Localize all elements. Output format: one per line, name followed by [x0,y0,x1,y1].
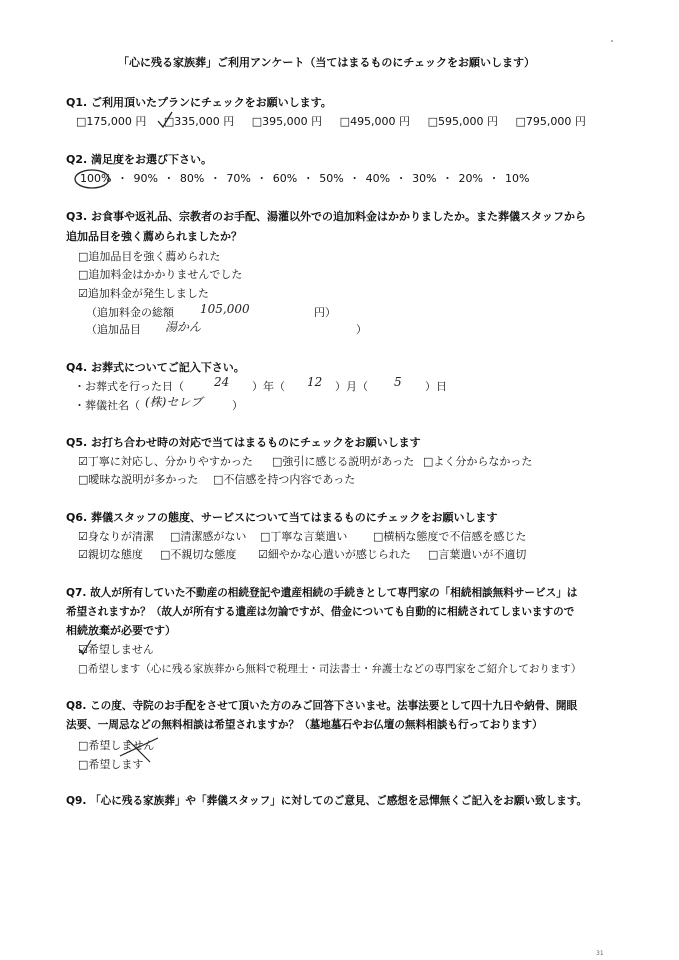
q6-option-not-clean[interactable]: □清潔感がない [170,530,247,543]
q4-day-value[interactable]: 5 [394,375,402,389]
q6-option-attentive[interactable]: ☑細やかな心遣いが感じられた [258,548,411,561]
q8-question-line1: Q8. この度、寺院のお手配をさせて頂いた方のみご回答下さいませ。法事法要として四十九日や納骨、開眼 [66,700,578,712]
q3-item-label: （追加品目 [86,323,141,336]
stray-dot [611,40,613,42]
q4-company-close: ） [232,399,243,412]
q8-option-wanted[interactable]: □希望します [78,758,144,771]
q1-option-175000[interactable]: □175,000 円 [76,115,147,128]
q3-amount-value[interactable]: 105,000 [200,302,250,316]
q3-amount-unit: 円） [314,306,336,319]
q2-scale[interactable]: 100% ・ 90% ・ 80% ・ 70% ・ 60% ・ 50% ・ 40% ・ 30% ・ 20% ・ 10% [80,172,530,185]
q1-option-495000[interactable]: □495,000 円 [339,115,411,128]
q6-question: Q6. 葬儀スタッフの態度、サービスについて当てはまるものにチェックをお願いします [66,511,498,524]
q6-option-unkind[interactable]: □不親切な態度 [160,548,237,561]
q1-option-595000[interactable]: □595,000 円 [427,115,498,128]
q3-question-line1: Q3. お食事や返礼品、宗教者のお手配、湯灌以外での追加料金はかかりましたか。また葬儀スタッフから [66,210,587,223]
q1-option-335000[interactable]: □335,000 円 [163,115,235,128]
q3-option-strongly-recommended[interactable]: □追加品目を強く薦められた [78,250,221,263]
q4-month-label: ）月（ [335,380,368,393]
q3-amount-label: （追加料金の総額 [86,306,174,319]
q4-month-value[interactable]: 12 [307,375,323,389]
q1-question: Q1. ご利用頂いたプランにチェックをお願いします。 [66,96,332,109]
q4-year-value[interactable]: 24 [214,375,230,389]
q7-question-line2: 希望されますか？（故人が所有する遺産は勿論ですが、借金についても自動的に相続されてしまいますので [66,606,575,618]
q4-day-label: ）日 [425,380,447,393]
page-number: 31 [596,950,604,957]
q4-question: Q4. お葬式についてご記入下さい。 [66,361,245,374]
q4-company-label: ・葬儀社名（ [74,399,140,412]
survey-title: 「心に残る家族葬」ご利用アンケート（当てはまるものにチェックをお願いします） [118,56,536,69]
q7-option-wanted[interactable]: □希望します（心に残る家族葬から無料で税理士・司法書士・弁護士などの専門家をご紹介しております） [78,663,582,675]
q3-option-extra-charge[interactable]: ☑追加料金が発生しました [78,287,209,300]
q1-option-795000[interactable]: □795,000 円 [515,115,586,128]
q4-year-label: ）年（ [252,380,285,393]
q3-question-line2: 追加品目を強く薦められましたか？ [66,230,242,243]
q6-option-kind[interactable]: ☑親切な態度 [78,548,143,561]
q7-question-line3: 相続放棄が必要です） [66,624,176,637]
q1-option-395000[interactable]: □395,000 円 [251,115,323,128]
q3-item-close: ） [356,323,367,336]
q5-question: Q5. お打ち合わせ時の対応で当てはまるものにチェックをお願いします [66,436,421,449]
q3-option-no-extra-charge[interactable]: □追加料金はかかりませんでした [78,268,243,281]
q2-question: Q2. 満足度をお選び下さい。 [66,153,213,166]
q5-option-polite[interactable]: ☑丁寧に対応し、分かりやすかった [78,455,253,468]
q5-option-pushy[interactable]: □強引に感じる説明があった [272,455,415,468]
q6-option-polite-language[interactable]: □丁寧な言葉遣い [260,530,348,543]
q8-option-not-wanted[interactable]: □希望しません [78,739,155,752]
q6-option-arrogant[interactable]: □横柄な態度で不信感を感じた [373,530,527,543]
q4-date-label: ・お葬式を行った日（ [74,380,184,393]
q7-question-line1: Q7. 故人が所有していた不動産の相続登記や遺産相続の手続きとして専門家の「相続相談無料サービス」は [66,587,578,599]
q8-question-line2: 法要、一周忌などの無料相談は希望されますか？（墓地墓石やお仏壇の無料相談も行っております） [66,719,543,731]
q9-question: Q9. 「心に残る家族葬」や「葬儀スタッフ」に対してのご意見、ご感想を忌憚無くご記入をお願い致します。 [66,795,588,807]
q5-option-distrust[interactable]: □不信感を持つ内容であった [213,473,356,486]
q3-item-value[interactable]: 湯かん [165,320,202,334]
q5-option-vague[interactable]: □曖昧な説明が多かった [78,473,199,486]
q6-option-clean-appearance[interactable]: ☑身なりが清潔 [78,530,154,543]
q6-option-bad-language[interactable]: □言葉遣いが不適切 [428,548,527,561]
q7-option-not-wanted[interactable]: ☑希望しません [78,643,154,656]
q4-company-value[interactable]: (株)セレブ [145,395,203,409]
q5-option-unclear[interactable]: □よく分からなかった [423,455,533,468]
q1-options [76,115,600,129]
